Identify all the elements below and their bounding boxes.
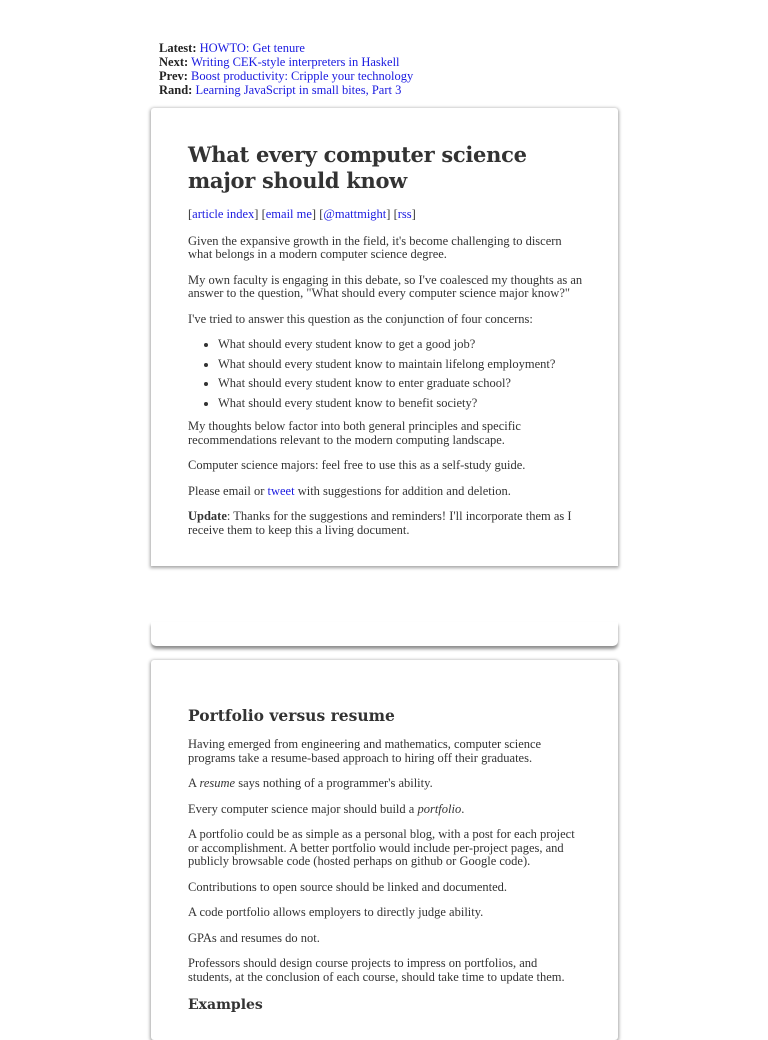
update-label: Update	[188, 509, 227, 523]
text: A	[188, 776, 200, 790]
email-me-link[interactable]: email me	[265, 207, 312, 221]
tweet-link[interactable]: tweet	[267, 483, 295, 498]
nav-link-rand[interactable]: Learning JavaScript in small bites, Part 3	[195, 83, 402, 97]
portfolio-content	[188, 706, 583, 1014]
portfolio-paragraph: Professors should design course projects to impress on portfolios, and students, at the conclusion of each course, should take time to update them.	[188, 956, 565, 984]
nav-link-latest[interactable]: HOWTO: Get tenure	[199, 41, 305, 55]
article-index-link[interactable]: article index	[192, 207, 255, 221]
list-item: • What should every student know to enter graduate school?	[218, 377, 583, 391]
update-text: : Thanks for the suggestions and reminders! I'll incorporate them as I receive them to keep this a living document.	[188, 509, 572, 537]
nav-rand	[159, 83, 413, 97]
article-title: What every computer science major should know	[188, 142, 527, 193]
emphasis-portfolio: portfolio	[417, 801, 462, 816]
portfolio-paragraph: Having emerged from engineering and mathematics, computer science programs take a resume-based approach to hiring off their graduates.	[188, 737, 542, 765]
portfolio-paragraph: Contributions to open source should be linked and documented.	[188, 879, 508, 894]
nav-link-next[interactable]: Writing CEK-style interpreters in Haskell	[191, 55, 400, 69]
intro-paragraph: Given the expansive growth in the field, it's become challenging to discern what belongs in a modern computer science degree.	[188, 233, 562, 261]
list-item: • What should every student know to maintain lifelong employment?	[218, 358, 583, 372]
article-links: [article index] [email me] [@mattmight] [rss]	[188, 207, 416, 221]
nav-prev	[159, 69, 413, 83]
text: says nothing of a programmer's ability.	[235, 776, 433, 790]
emphasis-resume: resume	[199, 776, 236, 790]
portfolio-paragraph	[188, 803, 583, 817]
portfolio-card	[151, 660, 618, 1040]
nav-latest	[159, 41, 413, 55]
nav-label: Prev:	[159, 69, 188, 83]
portfolio-paragraph: GPAs and resumes do not.	[188, 930, 320, 945]
section-heading: Portfolio versus resume	[188, 706, 395, 725]
faculty-paragraph: My own faculty is engaging in this debate, so I've coalesced my thoughts as an answer to the question, "What should every computer science major know?"	[188, 272, 583, 300]
self-study-paragraph: Computer science majors: feel free to use this as a self-study guide.	[188, 458, 526, 472]
article-card	[151, 108, 618, 566]
rss-link[interactable]: rss	[397, 207, 412, 221]
nav-label: Rand:	[159, 83, 193, 97]
portfolio-paragraph	[188, 777, 583, 791]
concerns-intro: I've tried to answer this question as the conjunction of four concerns:	[188, 311, 533, 326]
examples-heading: Examples	[188, 997, 263, 1013]
feedback-paragraph	[188, 485, 583, 499]
nav-label: Latest:	[159, 41, 197, 55]
article-card-bottom-edge	[151, 622, 618, 646]
nav-next	[159, 55, 413, 69]
list-item: • What should every student know to benefit society?	[218, 397, 583, 411]
nav-label: Next:	[159, 55, 189, 69]
portfolio-paragraph: A portfolio could be as simple as a personal blog, with a post for each project or accomplishment. A better portfolio would include per-project pages, and publicly browsable code (hosted perhaps on github or Google code).	[188, 827, 575, 868]
update-paragraph	[188, 510, 583, 537]
nav-link-prev[interactable]: Boost productivity: Cripple your technology	[191, 69, 414, 83]
portfolio-paragraph: A code portfolio allows employers to directly judge ability.	[188, 905, 484, 919]
feedback-text: Please email or	[188, 483, 268, 498]
text: .	[461, 801, 465, 816]
top-navigation	[159, 41, 413, 97]
list-item: • What should every student know to get a good job?	[218, 338, 583, 352]
text: Every computer science major should build a	[188, 801, 418, 816]
feedback-text: with suggestions for addition and deletion.	[294, 483, 511, 498]
twitter-link[interactable]: @mattmight	[323, 207, 387, 221]
principles-paragraph: My thoughts below factor into both general principles and specific recommendations relevant to the modern computing landscape.	[188, 419, 521, 447]
article-content	[188, 142, 583, 549]
concerns-list	[188, 338, 583, 410]
